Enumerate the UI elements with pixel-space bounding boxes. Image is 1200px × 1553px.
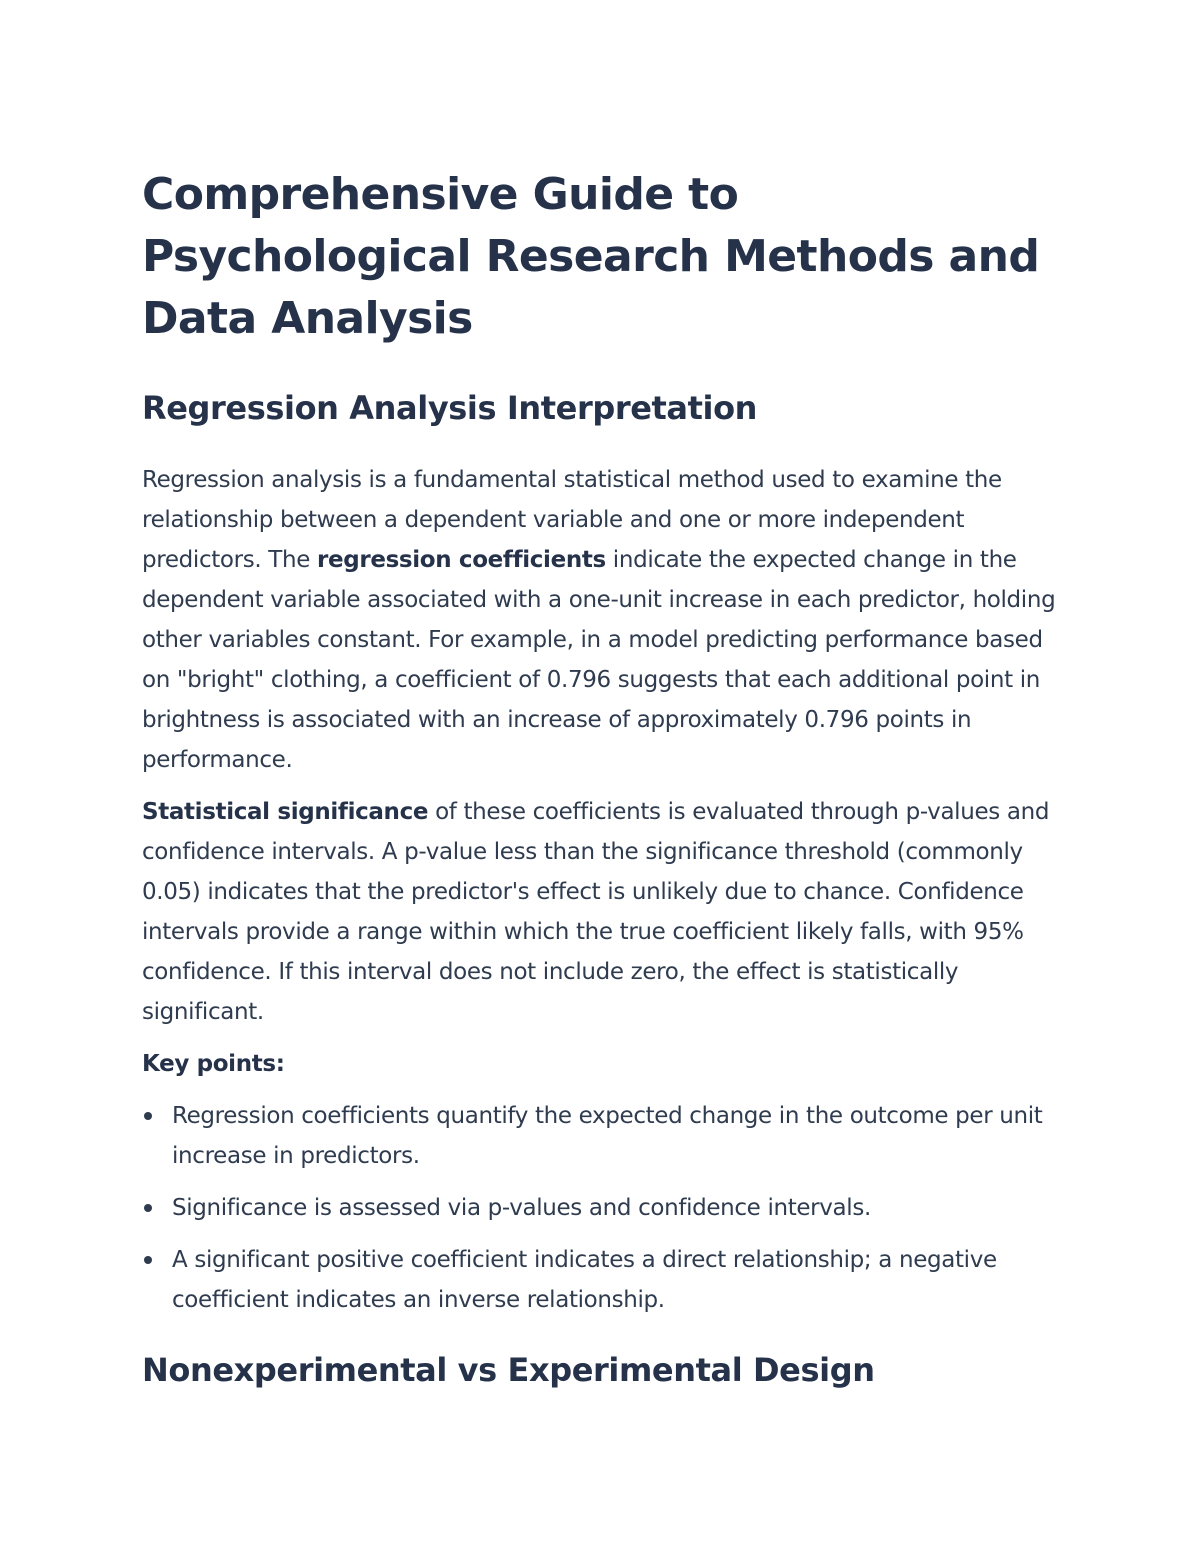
list-item: [142, 1240, 1072, 1320]
bullet-icon: [144, 1256, 152, 1264]
key-points-label: Key points:: [142, 1051, 285, 1077]
section-heading-regression: Regression Analysis Interpretation: [142, 389, 758, 427]
paragraph-regression-intro: [142, 460, 1072, 780]
document-page: [142, 164, 1072, 1392]
list-item-text: A significant positive coefficient indicates a direct relationship; a negative coefficient indicates an inverse relationship.: [172, 1247, 997, 1313]
key-points-list: [142, 1096, 1072, 1320]
list-item-text: Significance is assessed via p-values and confidence intervals.: [172, 1195, 871, 1221]
list-item-text: Regression coefficients quantify the expected change in the outcome per unit increase in predictors.: [172, 1103, 1043, 1169]
bold-term-statistical-significance: Statistical significance: [142, 799, 429, 825]
paragraph-statistical-significance: [142, 792, 1072, 1032]
bold-term-regression-coefficients: regression coefficients: [316, 547, 606, 573]
list-item: [142, 1188, 1072, 1228]
document-title: Comprehensive Guide to Psychological Research Methods and Data Analysis: [142, 169, 1040, 344]
bullet-icon: [144, 1204, 152, 1212]
paragraph-text: Regression analysis is a fundamental statistical method used to examine the relationship between a dependent variable and one or more independent predictors. The: [142, 467, 1002, 573]
section-heading-design: Nonexperimental vs Experimental Design: [142, 1351, 875, 1389]
list-item: [142, 1096, 1072, 1176]
key-points-label-line: [142, 1044, 1072, 1084]
bullet-icon: [144, 1112, 152, 1120]
paragraph-text: of these coefficients is evaluated through p-values and confidence intervals. A p-value less than the significance threshold (commonly 0.05) indicates that the predictor's effect is unlikely due to chance. Confidence intervals provide a range within which the true coefficient likely falls, with 95% confidence. If this interval does not include zero, the effect is statistically significant.: [142, 799, 1050, 1025]
paragraph-text: indicate the expected change in the dependent variable associated with a one-unit increase in each predictor, holding other variables constant. For example, in a model predicting performance based on "bright" clothing, a coefficient of 0.796 suggests that each additional point in brightness is associated with an increase of approximately 0.796 points in performance.: [142, 547, 1056, 773]
